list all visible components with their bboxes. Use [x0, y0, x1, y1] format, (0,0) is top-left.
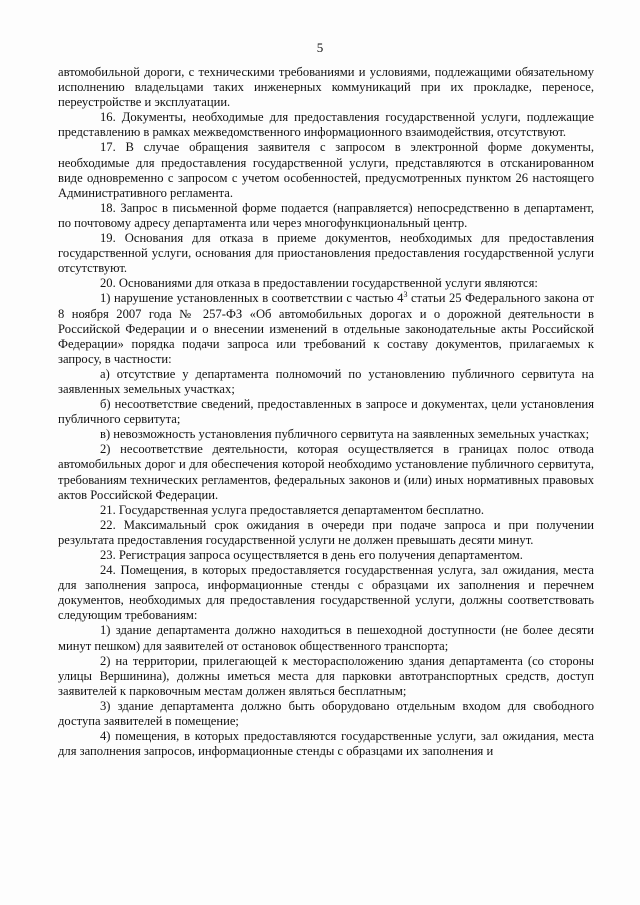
paragraph-24-item-1: 1) здание департамента должно находиться в пешеходной доступности (не более десяти минут пешком) для заявителей от остановок общественного транспорта; [58, 623, 594, 653]
paragraph-24: 24. Помещения, в которых предоставляется государственная услуга, зал ожидания, места для заполнения запроса, информационные стенды с образцами их заполнения и перечнем документов, необходимых для предоставления государственной услуги, должны соответствовать следующим требованиям: [58, 563, 594, 623]
paragraph-16: 16. Документы, необходимые для предоставления государственной услуги, подлежащие представлению в рамках межведомственного информационного взаимодействия, отсутствуют. [58, 110, 594, 140]
paragraph-23: 23. Регистрация запроса осуществляется в день его получения департаментом. [100, 548, 523, 562]
paragraph-17: 17. В случае обращения заявителя с запросом в электронной форме документы, необходимые для предоставления государственной услуги, представляются в отсканированном виде одновременно с запросом с учетом особенностей, предусмотренных пунктом 26 настоящего Административного регламента. [58, 140, 594, 200]
paragraph-20-item-1-text-after: статьи 25 Федерального закона от 8 ноября 2007 года № 257-ФЗ «Об автомобильных дорогах и о дорожной деятельности в Российской Федерации и о внесении изменений в отдельные законодательные акты Российской Федерации» порядка подачи запроса или требований к составу документов, прилагаемых к запросу, в частности: [58, 291, 594, 366]
paragraph-20-subitem-b: б) несоответствие сведений, предоставленных в запросе и документах, цели установления публичного сервитута; [58, 397, 594, 427]
document-body [58, 65, 594, 759]
paragraph-22: 22. Максимальный срок ожидания в очереди при подаче запроса и при получении результата предоставления государственной услуги не должен превышать десяти минут. [58, 517, 594, 547]
paragraph-21: 21. Государственная услуга предоставляется департаментом бесплатно. [100, 502, 485, 517]
paragraph-20-item-1 [58, 291, 594, 366]
paragraph-24-item-4: 4) помещения, в которых предоставляются государственные услуги, зал ожидания, места для заполнения запросов, информационные стенды с образцами их заполнения и [58, 729, 594, 759]
paragraph-20-item-2: 2) несоответствие деятельности, которая осуществляется в границах полос отвода автомобильных дорог и для обеспечения которой необходимо установление публичного сервитута, требованиям технических регламентов, федеральных законов и (или) иных нормативных правовых актов Российской Федерации. [58, 442, 594, 502]
paragraph-20: 20. Основаниями для отказа в предоставлении государственной услуги являются: [100, 276, 538, 291]
page-number: 5 [316, 40, 324, 55]
paragraph-18: 18. Запрос в письменной форме подается (направляется) непосредственно в департамент, по почтовому адресу департамента или через многофункциональный центр. [58, 200, 594, 230]
paragraph-19: 19. Основания для отказа в приеме документов, необходимых для предоставления государственной услуги, основания для приостановления предоставления государственной услуги отсутствуют. [58, 231, 594, 276]
paragraph-24-item-3: 3) здание департамента должно быть оборудовано отдельным входом для свободного доступа заявителей в помещение; [58, 698, 594, 729]
superscript-part-number: 3 [403, 290, 408, 300]
paragraph-continuation: автомобильной дороги, с техническими требованиями и условиями, подлежащими обязательному исполнению владельцами таких инженерных коммуникаций при их прокладке, переносе, переустройстве и эксплуатации. [58, 65, 594, 110]
paragraph-20-subitem-c: в) невозможность установления публичного сервитута на заявленных земельных участках; [100, 427, 590, 442]
paragraph-20-subitem-a: а) отсутствие у департамента полномочий по установлению публичного сервитута на заявленных земельных участках; [58, 366, 594, 396]
paragraph-20-item-1-text-before: 1) нарушение установленных в соответствии с частью 4 [100, 291, 404, 306]
paragraph-24-item-2: 2) на территории, прилегающей к месторасположению здания департамента (со стороны улицы Вершинина), должны иметься места для парковки автотранспортных средств, доступ заявителей к парковочным местам должен являться бесплатным; [58, 653, 594, 698]
